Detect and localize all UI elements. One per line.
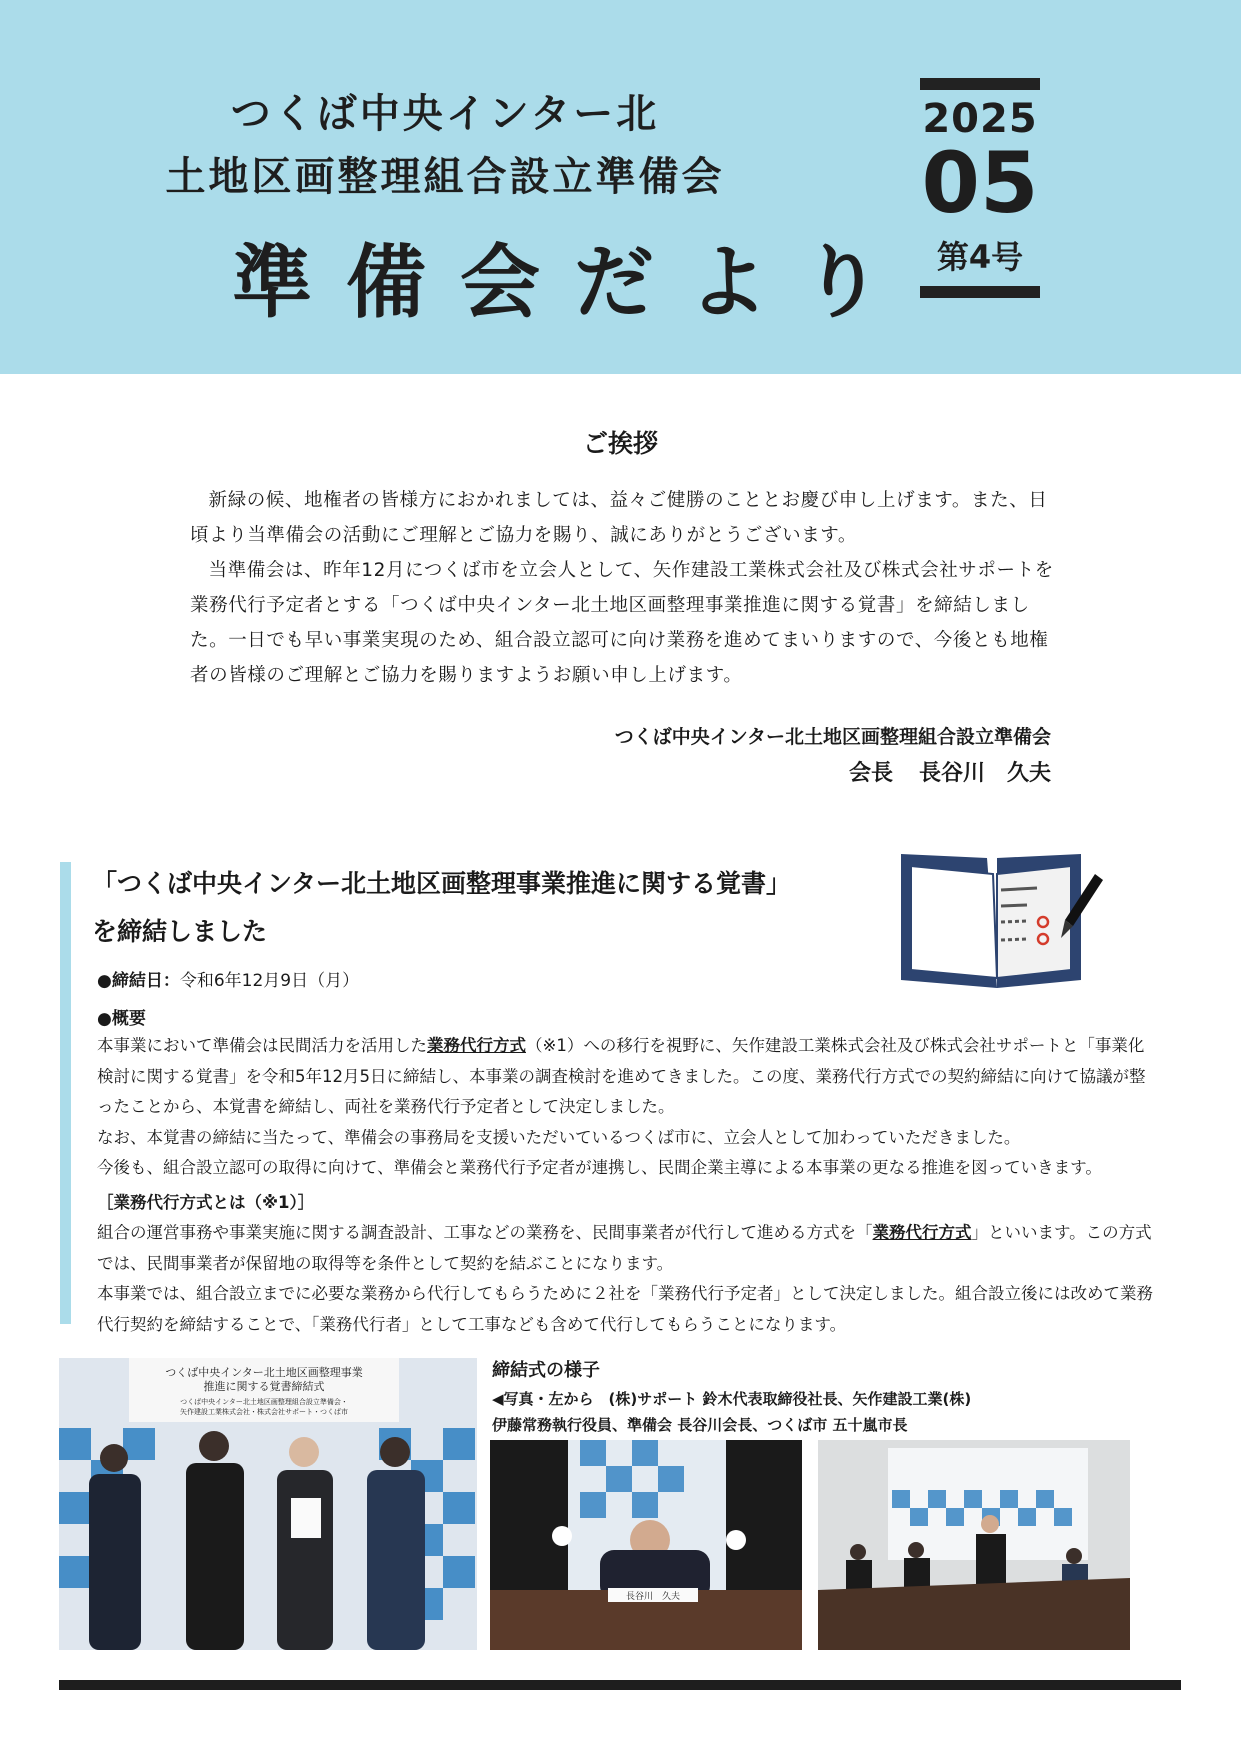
- memo-paragraph: [97, 1218, 1157, 1279]
- memo-text: 組合の運営事務や事業実施に関する調査設計、工事などの業務を、民間事業者が代行して進める方式を「: [97, 1223, 873, 1242]
- caption-line: 伊藤常務執行役員、準備会 長谷川会長、つくば市 五十嵐市長: [492, 1416, 908, 1434]
- ceremony-table-photo: [818, 1440, 1130, 1650]
- banner-text: つくば中央インター北土地区画整理事業: [165, 1366, 363, 1379]
- issue-bar-bottom: [920, 286, 1040, 298]
- issue-bar-top: [920, 78, 1040, 90]
- signature-role: 会長: [848, 761, 893, 786]
- memo-body: [97, 1031, 1157, 1340]
- footer-rule: [59, 1680, 1181, 1690]
- caption-body: [492, 1386, 1132, 1438]
- masthead: [0, 0, 1241, 374]
- section-accent-bar: [60, 862, 71, 1324]
- note-title: ［業務代行方式とは（※1）］: [97, 1192, 315, 1212]
- signature-organization: つくば中央インター北土地区画整理組合設立準備会: [614, 726, 1051, 748]
- memo-heading-line1: 「つくば中央インター北土地区画整理事業推進に関する覚書」: [92, 869, 792, 898]
- caption-title: 締結式の様子: [492, 1360, 600, 1381]
- ceremony-group-photo: [59, 1358, 477, 1650]
- business-agency-term: 業務代行方式: [872, 1223, 972, 1242]
- memo-paragraph: なお、本覚書の締結に当たって、準備会の事務局を支援いただいているつくば市に、立会人として加わっていただきました。: [97, 1127, 1021, 1147]
- memo-heading: [92, 860, 882, 956]
- banner-text: 推進に関する覚書締結式: [203, 1380, 325, 1393]
- memo-text: 本事業において準備会は民間活力を活用した: [97, 1036, 427, 1055]
- memo-paragraph: 本事業では、組合設立までに必要な業務から代行してもらうために２社を「業務代行予定者」として決定しました。組合設立後には改めて業務代行契約を締結することで、「業務代行者」として工事なども含めて代行してもらうことになります。: [97, 1284, 1153, 1334]
- signature-name: 長谷川 久夫: [918, 761, 1051, 786]
- issue-number: 第4号: [936, 238, 1024, 276]
- issue-year: 2025: [922, 96, 1038, 142]
- signature: [849, 756, 1051, 787]
- greeting-body: [190, 483, 1060, 693]
- masthead-line2: 土地区画整理組合設立準備会: [165, 154, 725, 200]
- nameplate-text: 長谷川 久夫: [625, 1592, 681, 1602]
- overview-label: ●概要: [97, 1009, 146, 1029]
- signing-photo: [490, 1440, 802, 1650]
- masthead-line1: つくば中央インター北: [230, 91, 660, 137]
- memo-text: 」といいます。この方式では、民間事業者が保留地の取得等を条件として契約を結ぶことになります。: [97, 1223, 1152, 1273]
- memo-paragraph: 今後も、組合設立認可の取得に向けて、準備会と業務代行予定者が連携し、民間企業主導による本事業の更なる推進を図っていきます。: [97, 1158, 1102, 1177]
- signing-date: [97, 966, 359, 991]
- document-pen-icon: [897, 850, 1107, 995]
- greeting-title: ご挨拶: [582, 429, 658, 458]
- banner-text: つくば中央インター北土地区画整理組合設立準備会・: [180, 1398, 348, 1406]
- greeting-paragraph: 当準備会は、昨年12月につくば市を立会人として、矢作建設工業株式会社及び株式会社サポートを業務代行予定者とする「つくば中央インター北土地区画整理事業推進に関する覚書」を締結しました。一日でも早い事業実現のため、組合設立認可に向け業務を進めてまいりますので、今後とも地権者の皆様のご理解とご協力を賜りますようお願い申し上げます。: [190, 560, 1054, 686]
- issue-month: 05: [921, 134, 1039, 232]
- memo-heading-line2: を締結しました: [92, 917, 268, 946]
- memo-text: （※1）への移行を視野に、矢作建設工業株式会社及び株式会社サポートと「事業化検討に関する覚書」を令和5年12月5日に締結し、本事業の調査検討を進めてきました。この度、業務代行方式での契約締結に向けて協議が整ったことから、本覚書を締結し、両社を業務代行予定者として決定しました。: [97, 1036, 1146, 1116]
- business-agency-term: 業務代行方式: [427, 1036, 526, 1055]
- newsletter-title: 準備会だより: [232, 236, 916, 329]
- signing-date-value: 令和6年12月9日（月）: [179, 971, 360, 991]
- greeting-paragraph: 新緑の候、地権者の皆様方におかれましては、益々ご健勝のこととお慶び申し上げます。また、日頃より当準備会の活動にご理解とご協力を賜り、誠にありがとうございます。: [190, 490, 1048, 546]
- signing-date-label: ●締結日：: [97, 971, 180, 991]
- memo-paragraph: [97, 1031, 1157, 1123]
- banner-text: 矢作建設工業株式会社・株式会社サポート・つくば市: [180, 1408, 348, 1416]
- caption-line: ◀写真・左から (株)サポート 鈴木代表取締役社長、矢作建設工業(株): [492, 1390, 972, 1408]
